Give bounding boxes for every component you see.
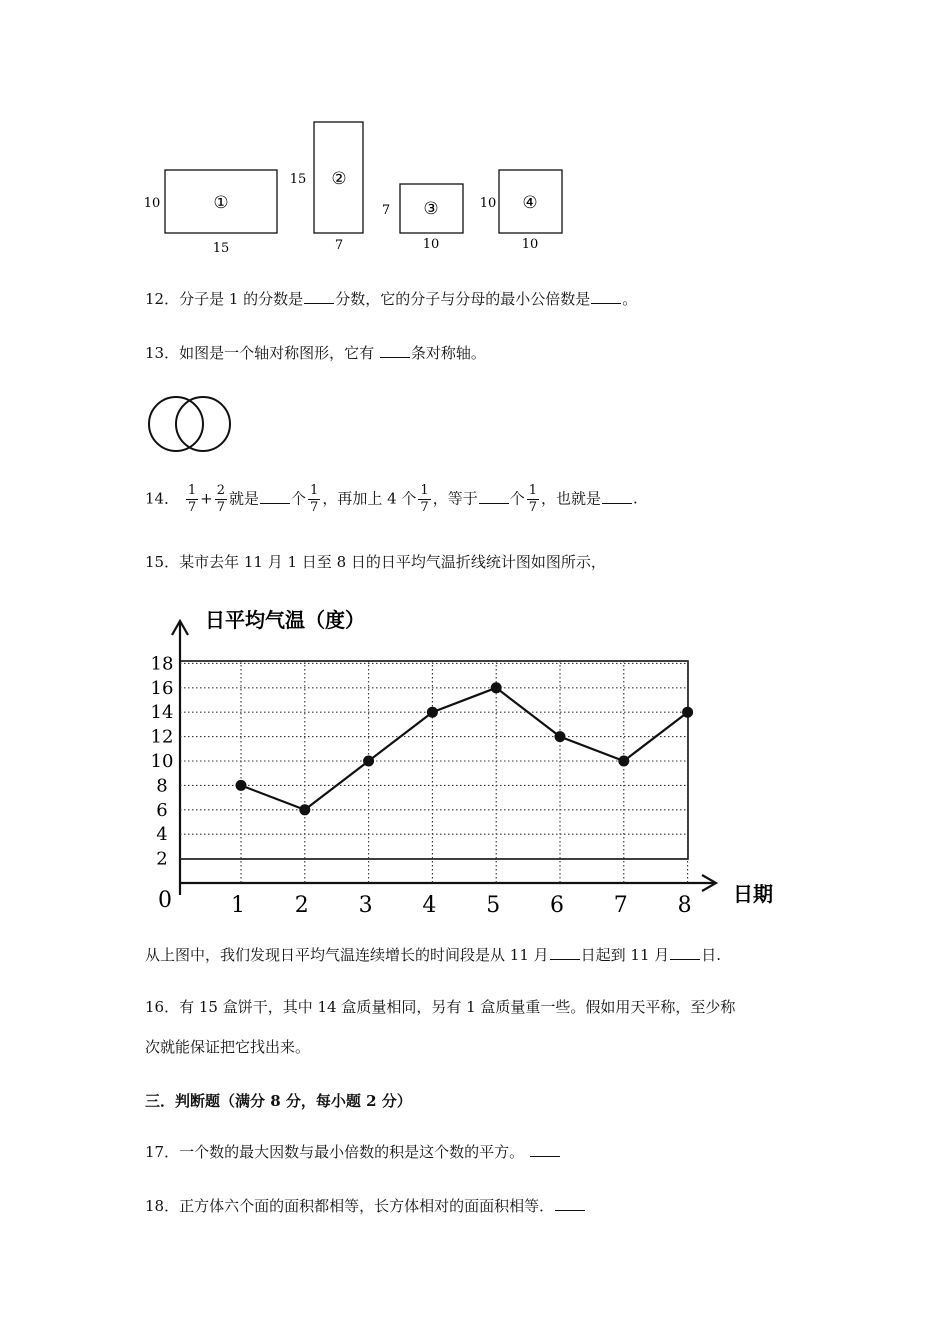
data-point-2 <box>299 804 310 815</box>
fraction-2-7: $\frac{2}{7}$ <box>216 483 226 515</box>
rect-3-height: 7 <box>381 203 391 218</box>
temperature-series <box>236 682 694 815</box>
q12-text-b: 分数，它的分子与分母的最小公倍数是 <box>335 290 591 308</box>
data-point-8 <box>682 707 693 718</box>
q15-number: 15． <box>145 553 180 571</box>
plus-sign: + <box>200 489 213 508</box>
q18-text: 正方体六个面的面积都相等，长方体相对的面面积相等． <box>179 1197 555 1215</box>
y-tick-6: 6 <box>156 799 168 821</box>
q12-number: 12． <box>145 290 180 308</box>
q15-text: 某市去年 11 月 1 日至 8 日的日平均气温折线统计图如图所示， <box>179 553 606 571</box>
y-tick-labels <box>151 653 174 869</box>
overlapping-circles-figure <box>140 390 240 460</box>
x-tick-1: 1 <box>231 893 245 918</box>
origin-label: 0 <box>158 888 172 913</box>
question-15-prompt: 从上图中，我们发现日平均气温连续增长的时间段是从 11 月 日起到 11 月 日. <box>145 946 722 964</box>
section-3-title: 三．判断题（满分 8 分，每小题 2 分） <box>145 1092 412 1110</box>
q14-blank-3[interactable] <box>602 489 632 504</box>
y-tick-2: 2 <box>156 848 168 870</box>
q13-text-a: 如图是一个轴对称图形，它有 <box>179 344 379 362</box>
q17-text: 一个数的最大因数与最小倍数的积是这个数的平方。 <box>179 1143 529 1161</box>
question-15 <box>145 551 606 573</box>
q13-text-b: 条对称轴。 <box>410 344 486 362</box>
rectangles-figure <box>0 0 950 260</box>
x-tick-2: 2 <box>294 893 309 918</box>
rect-3-label: ③ <box>423 199 439 219</box>
rect-4 <box>480 170 562 252</box>
fraction-1-7-a: $\frac{1}{7}$ <box>187 483 197 515</box>
y-tick-4: 4 <box>156 824 168 846</box>
q12-blank-2[interactable] <box>591 289 621 304</box>
question-16-line-2: 次就能保证把它找出来。 <box>145 1038 311 1056</box>
x-tick-6: 6 <box>550 893 564 918</box>
q15-blank-1[interactable] <box>550 945 580 960</box>
y-tick-8: 8 <box>156 775 168 797</box>
q13-number: 13． <box>145 344 180 362</box>
question-14: 14． $\frac{1}{7}$ + $\frac{2}{7}$ 就是 个 $\frac{1}{7}$ ，再加上 4 个 $\frac{1}{7}$ ，等于 个 $\frac{1}{7}$ ，也就是 . <box>145 483 638 515</box>
q14-number: 14． <box>145 489 180 508</box>
question-17 <box>145 1141 561 1163</box>
chart-grid <box>180 661 688 883</box>
data-point-1 <box>236 780 247 791</box>
q12-text-a: 分子是 1 的分数是 <box>179 290 304 308</box>
rect-2-label: ② <box>331 169 347 189</box>
question-18 <box>145 1195 586 1217</box>
y-tick-10: 10 <box>150 751 174 772</box>
q14-blank-1[interactable] <box>260 489 290 504</box>
y-tick-12: 12 <box>150 726 174 748</box>
rect-1 <box>144 170 277 256</box>
rect-1-height: 10 <box>143 196 161 211</box>
x-tick-5: 5 <box>486 893 501 918</box>
x-tick-8: 8 <box>677 893 692 918</box>
rect-4-height: 10 <box>479 196 497 211</box>
q18-blank[interactable] <box>555 1196 585 1211</box>
q13-blank[interactable] <box>380 343 410 358</box>
fraction-1-7-d: $\frac{1}{7}$ <box>528 483 538 515</box>
q16-line-1: 有 15 盒饼干，其中 14 盒质量相同，另有 1 盒质量重一些。假如用天平称，至少称 <box>179 998 736 1016</box>
data-point-6 <box>555 731 566 742</box>
rect-2-width: 7 <box>334 238 344 253</box>
rect-2-height: 15 <box>289 172 307 187</box>
q18-number: 18． <box>145 1197 180 1215</box>
x-tick-7: 7 <box>613 893 628 918</box>
temperature-line-chart <box>0 595 950 925</box>
rect-1-width: 15 <box>212 241 230 256</box>
data-point-4 <box>427 707 438 718</box>
q17-number: 17． <box>145 1143 180 1161</box>
rect-4-width: 10 <box>521 237 539 252</box>
y-tick-14: 14 <box>150 702 174 724</box>
data-point-3 <box>363 756 374 767</box>
q12-text-c: 。 <box>622 290 638 308</box>
plot-frame <box>180 661 688 859</box>
rect-4-label: ④ <box>522 193 538 213</box>
fraction-1-7-b: $\frac{1}{7}$ <box>310 483 319 515</box>
q14-blank-2[interactable] <box>479 489 509 504</box>
data-point-7 <box>618 756 629 767</box>
q12-blank-1[interactable] <box>304 289 334 304</box>
rect-3-width: 10 <box>422 237 440 252</box>
chart-title: 日平均气温（度） <box>205 608 365 632</box>
rect-2 <box>290 122 363 253</box>
q15-blank-2[interactable] <box>670 945 700 960</box>
y-tick-16: 16 <box>150 677 174 699</box>
question-12 <box>145 288 637 310</box>
q16-number: 16． <box>145 998 180 1016</box>
data-point-5 <box>491 682 502 693</box>
x-axis-label: 日期 <box>733 882 773 906</box>
question-16 <box>145 996 735 1018</box>
question-13 <box>145 342 486 364</box>
rect-1-label: ① <box>213 193 229 213</box>
x-tick-labels <box>231 893 692 918</box>
rect-3 <box>382 184 463 252</box>
y-tick-18: 18 <box>150 653 174 675</box>
fraction-1-7-c: $\frac{1}{7}$ <box>420 483 429 515</box>
x-tick-4: 4 <box>422 893 437 918</box>
series-line <box>241 688 688 810</box>
x-tick-3: 3 <box>358 893 373 918</box>
q17-blank[interactable] <box>530 1142 560 1157</box>
